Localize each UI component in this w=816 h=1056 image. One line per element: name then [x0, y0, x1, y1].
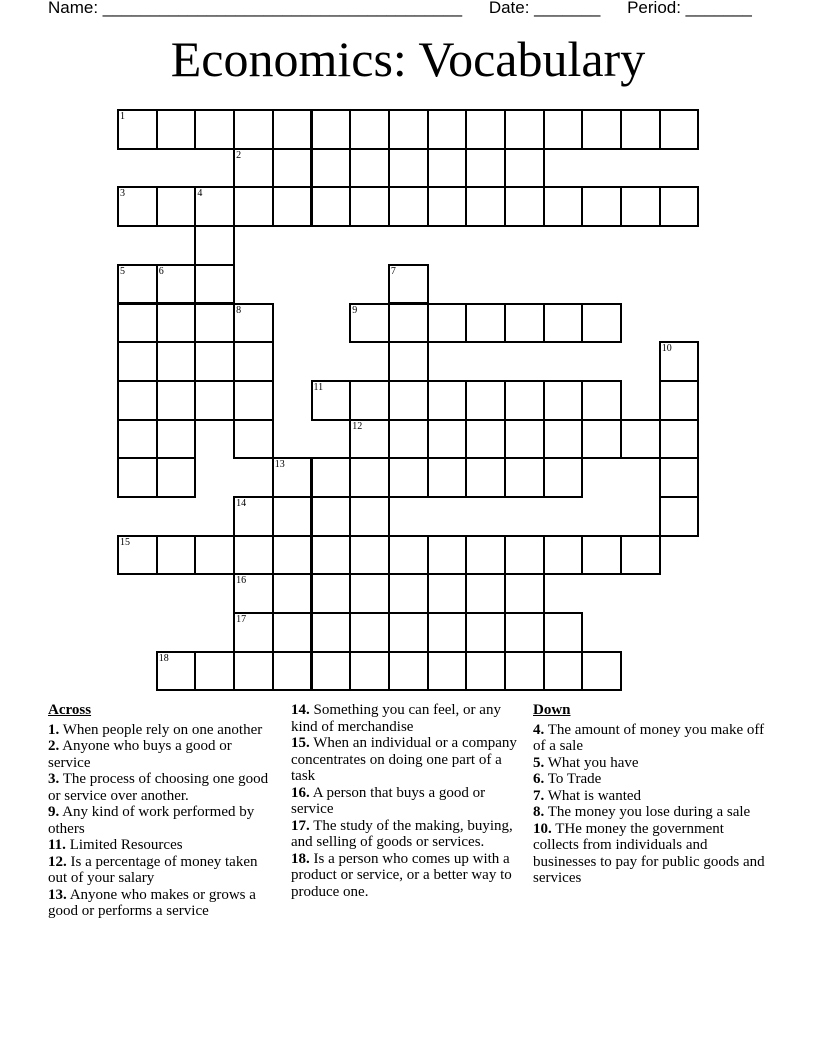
grid-cell[interactable] [388, 457, 429, 498]
grid-cell[interactable] [233, 186, 274, 227]
grid-cell[interactable] [117, 341, 158, 382]
grid-cell[interactable] [194, 341, 235, 382]
grid-cell[interactable] [465, 573, 506, 614]
grid-cell[interactable] [543, 186, 584, 227]
grid-cell[interactable] [156, 303, 197, 344]
clue-number: 12 [352, 420, 363, 432]
grid-cell[interactable] [427, 612, 468, 653]
grid-cell[interactable] [194, 303, 235, 344]
grid-cell[interactable] [388, 341, 429, 382]
grid-cell[interactable] [465, 380, 506, 421]
grid-cell[interactable] [427, 573, 468, 614]
grid-cell[interactable] [504, 535, 545, 576]
grid-cell[interactable] [233, 303, 274, 344]
grid-cell[interactable] [543, 651, 584, 692]
grid-cell[interactable] [156, 186, 197, 227]
grid-cell[interactable] [581, 186, 622, 227]
name-field[interactable]: Name: ______________________________________ [48, 0, 463, 17]
grid-cell[interactable] [272, 535, 313, 576]
grid-cell[interactable] [156, 457, 197, 498]
clue-number: 2 [236, 149, 242, 161]
grid-cell[interactable] [581, 380, 622, 421]
clue-number: 15 [120, 536, 130, 548]
clue-across-12: 12. Is a percentage of money taken out of your salary [48, 853, 258, 886]
grid-cell[interactable] [349, 535, 390, 576]
grid-cell[interactable] [388, 109, 429, 150]
grid-cell[interactable] [504, 457, 545, 498]
clue-number: 13 [274, 459, 285, 471]
grid-cell[interactable] [349, 496, 390, 537]
grid-cell[interactable] [388, 612, 429, 653]
clue-across-14: 14. Something you can feel, or any kind of merchandise [291, 702, 501, 735]
grid-cell[interactable] [311, 186, 352, 227]
clue-number: 5 [120, 265, 125, 277]
grid-cell[interactable] [581, 419, 622, 460]
clue-across-18: 18. Is a person who comes up with a product or service, or a better way to produce one. [291, 850, 512, 900]
grid-cell[interactable] [388, 148, 429, 189]
grid-cell[interactable] [311, 573, 352, 614]
grid-cell[interactable] [620, 419, 661, 460]
grid-cell[interactable] [311, 148, 352, 189]
grid-cell[interactable] [156, 264, 197, 305]
clue-number: 6 [158, 265, 164, 277]
grid-cell[interactable] [194, 651, 235, 692]
grid-cell[interactable] [349, 457, 390, 498]
grid-cell[interactable] [504, 573, 545, 614]
grid-cell[interactable] [194, 109, 235, 150]
clue-number: 1 [120, 111, 125, 122]
grid-cell[interactable] [117, 419, 158, 460]
grid-cell[interactable] [388, 535, 429, 576]
grid-cell[interactable] [194, 225, 235, 266]
grid-cell[interactable] [272, 573, 313, 614]
grid-cell[interactable] [194, 264, 235, 305]
grid-cell[interactable] [543, 535, 584, 576]
grid-cell[interactable] [117, 303, 158, 344]
grid-cell[interactable] [233, 341, 274, 382]
grid-cell[interactable] [233, 535, 274, 576]
clue-number: 18 [158, 652, 169, 664]
clue-number: 10 [661, 343, 672, 355]
across-clues-column-2 [291, 702, 519, 900]
grid-cell[interactable] [349, 612, 390, 653]
clue-number: 7 [390, 265, 396, 277]
grid-cell[interactable] [581, 303, 622, 344]
grid-cell[interactable] [233, 109, 274, 150]
across-heading: Across [48, 702, 92, 718]
grid-cell[interactable] [388, 303, 429, 344]
date-field[interactable]: Date: _______ [488, 0, 601, 17]
grid-cell[interactable] [311, 380, 352, 421]
grid-cell[interactable] [194, 380, 235, 421]
down-clues-column [533, 702, 769, 887]
grid-cell[interactable] [349, 186, 390, 227]
grid-cell[interactable] [272, 612, 313, 653]
grid-cell[interactable] [233, 380, 274, 421]
grid-cell[interactable] [272, 457, 313, 498]
grid-cell[interactable] [349, 303, 390, 344]
clue-across-13: 13. Anyone who makes or grows a good or performs a service [48, 886, 256, 919]
grid-cell[interactable] [388, 651, 429, 692]
grid-cell[interactable] [233, 148, 274, 189]
clue-across-16: 16. A person that buys a good or service [291, 784, 486, 817]
grid-cell[interactable] [156, 341, 197, 382]
grid-cell[interactable] [465, 148, 506, 189]
grid-cell[interactable] [194, 535, 235, 576]
grid-cell[interactable] [465, 109, 506, 150]
clue-number: 14 [236, 498, 247, 509]
grid-cell[interactable] [659, 457, 700, 498]
grid-cell[interactable] [388, 264, 429, 305]
grid-cell[interactable] [156, 109, 197, 150]
grid-cell[interactable] [427, 109, 468, 150]
page-title: Economics: Vocabulary [170, 31, 646, 87]
grid-cell[interactable] [465, 186, 506, 227]
grid-cell[interactable] [620, 535, 661, 576]
clue-number: 17 [236, 614, 247, 626]
grid-cell[interactable] [581, 535, 622, 576]
grid-cell[interactable] [659, 419, 700, 460]
grid-cell[interactable] [117, 109, 158, 150]
grid-cell[interactable] [620, 186, 661, 227]
grid-cell[interactable] [427, 303, 468, 344]
grid-cell[interactable] [659, 496, 700, 537]
grid-cell[interactable] [117, 457, 158, 498]
grid-cell[interactable] [659, 109, 700, 150]
grid-cell[interactable] [272, 186, 313, 227]
grid-cell[interactable] [388, 573, 429, 614]
grid-cell[interactable] [504, 380, 545, 421]
grid-cell[interactable] [117, 380, 158, 421]
grid-cell[interactable] [465, 535, 506, 576]
grid-cell[interactable] [388, 419, 429, 460]
grid-cell[interactable] [620, 109, 661, 150]
grid-cell[interactable] [311, 535, 352, 576]
clue-across-9: 9. Any kind of work performed by others [48, 804, 255, 837]
clue-across-11: 11. Limited Resources [48, 837, 183, 853]
clue-number: 3 [120, 188, 125, 200]
grid-cell[interactable] [272, 109, 313, 150]
grid-cell[interactable] [504, 612, 545, 653]
grid-cell[interactable] [311, 651, 352, 692]
period-field[interactable]: Period: _______ [627, 0, 752, 17]
clue-across-1: 1. When people rely on one another [48, 721, 263, 738]
grid-cell[interactable] [156, 419, 197, 460]
clue-across-3: 3. The process of choosing one good or service over another. [48, 771, 269, 804]
grid-cell[interactable] [659, 186, 700, 227]
grid-cell[interactable] [427, 148, 468, 189]
grid-cell[interactable] [427, 535, 468, 576]
clue-across-15: 15. When an individual or a company concentrates on doing one part of a task [291, 735, 517, 784]
clue-number: 8 [236, 304, 242, 316]
grid-cell[interactable] [233, 651, 274, 692]
grid-cell[interactable] [427, 419, 468, 460]
grid-cell[interactable] [388, 380, 429, 421]
clue-down-10: 10. THe money the government collects from individuals and businesses to pay for public goods and services [533, 820, 765, 886]
grid-cell[interactable] [465, 651, 506, 692]
grid-cell[interactable] [349, 109, 390, 150]
grid-cell[interactable] [543, 457, 584, 498]
grid-cell[interactable] [311, 457, 352, 498]
grid-cell[interactable] [156, 651, 197, 692]
grid-cell[interactable] [117, 186, 158, 227]
grid-cell[interactable] [504, 148, 545, 189]
grid-cell[interactable] [233, 496, 274, 537]
clue-down-8: 8. The money you lose during a sale [533, 804, 751, 820]
grid-cell[interactable] [465, 457, 506, 498]
grid-cell[interactable] [504, 109, 545, 150]
grid-cell[interactable] [543, 419, 584, 460]
grid-cell[interactable] [117, 535, 158, 576]
grid-cell[interactable] [427, 457, 468, 498]
grid-cell[interactable] [465, 303, 506, 344]
grid-cell[interactable] [465, 612, 506, 653]
grid-cell[interactable] [504, 303, 545, 344]
clue-down-4: 4. The amount of money you make off of a sale [533, 721, 765, 754]
grid-cell[interactable] [272, 148, 313, 189]
grid-cell[interactable] [581, 651, 622, 692]
clue-down-5: 5. What you have [533, 754, 639, 771]
grid-cell[interactable] [659, 380, 700, 421]
across-clues-column-1 [48, 702, 276, 920]
grid-cell[interactable] [272, 651, 313, 692]
grid-cell[interactable] [543, 303, 584, 344]
clue-number: 9 [352, 304, 358, 316]
grid-cell[interactable] [233, 419, 274, 460]
clue-down-7: 7. What is wanted [533, 787, 642, 804]
grid-cell[interactable] [388, 186, 429, 227]
grid-cell[interactable] [311, 612, 352, 653]
clue-number: 11 [313, 381, 324, 393]
grid-cell[interactable] [543, 380, 584, 421]
grid-cell[interactable] [504, 651, 545, 692]
grid-cell[interactable] [233, 573, 274, 614]
grid-cell[interactable] [659, 341, 700, 382]
grid-cell[interactable] [581, 109, 622, 150]
grid-cell[interactable] [349, 573, 390, 614]
grid-cell[interactable] [543, 612, 584, 653]
grid-cell[interactable] [427, 186, 468, 227]
grid-cell[interactable] [504, 419, 545, 460]
grid-cell[interactable] [233, 612, 274, 653]
grid-cell[interactable] [117, 264, 158, 305]
grid-cell[interactable] [349, 651, 390, 692]
grid-cell[interactable] [272, 496, 313, 537]
clue-across-17: 17. The study of the making, buying, and selling of goods or services. [291, 817, 513, 850]
grid-cell[interactable] [427, 380, 468, 421]
grid-cell[interactable] [311, 109, 352, 150]
clue-number: 4 [197, 188, 203, 200]
clue-across-2: 2. Anyone who buys a good or service [48, 738, 232, 771]
grid-cell[interactable] [156, 380, 197, 421]
clue-down-6: 6. To Trade [533, 771, 602, 787]
grid-cell[interactable] [349, 148, 390, 189]
grid-cell[interactable] [349, 380, 390, 421]
grid-cell[interactable] [504, 186, 545, 227]
grid-cell[interactable] [194, 186, 235, 227]
clue-number: 16 [236, 575, 247, 587]
grid-cell[interactable] [427, 651, 468, 692]
grid-cell[interactable] [349, 419, 390, 460]
grid-cell[interactable] [543, 109, 584, 150]
down-heading: Down [533, 702, 571, 718]
grid-cell[interactable] [311, 496, 352, 537]
grid-cell[interactable] [465, 419, 506, 460]
grid-cell[interactable] [156, 535, 197, 576]
